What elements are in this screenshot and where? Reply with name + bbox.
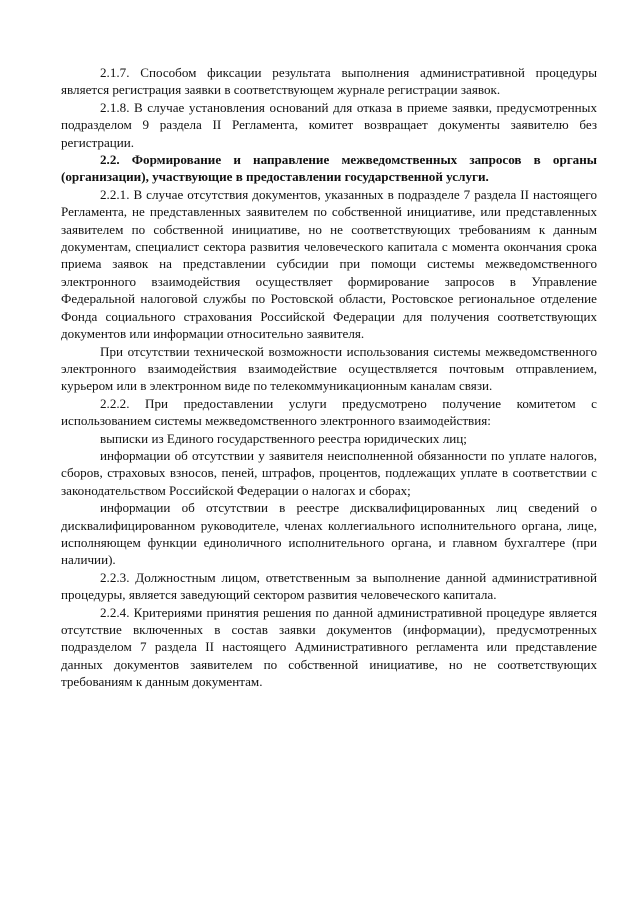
paragraph-2-2-2: 2.2.2. При предоставлении услуги предусмотрено получение комитетом с использованием системы межведомственного электронного взаимодействия: xyxy=(61,395,597,429)
paragraph-2-2-1: 2.2.1. В случае отсутствия документов, указанных в подразделе 7 раздела II настоящего Регламента, не представленных заявителем по собственной инициативе, или представленных заявителем по собственной инициативе, но не соответствующих требованиям к данным документам, специалист сектора развития человеческого капитала с момента окончания срока приема заявок на представлении субсидии при помощи системы межведомственного электронного взаимодействия осуществляет формирование запросов в Управление Федеральной налоговой службы по Ростовской области, Ростовское региональное отделение Фонда социального страхования Российской Федерации для получения соответствующих документов или информации относительно заявителя. xyxy=(61,186,597,342)
paragraph-2-1-8: 2.1.8. В случае установления оснований для отказа в приеме заявки, предусмотренных подразделом 9 раздела II Регламента, комитет возвращает документы заявителю без регистрации. xyxy=(61,99,597,150)
paragraph-2-2-4: 2.2.4. Критериями принятия решения по данной административной процедуре является отсутствие включенных в состав заявки документов (информации), предусмотренных подразделом 7 раздела II настоящего Административного регламента или представление данных документов заявителем по собственной инициативе, но не соответствующих требованиям к данным документам. xyxy=(61,604,597,690)
list-item-registry-extract: выписки из Единого государственного реестра юридических лиц; xyxy=(100,430,467,446)
document-page xyxy=(61,64,597,691)
paragraph-no-technical-possibility: При отсутствии технической возможности использования системы межведомственного электронного взаимодействия взаимодействие осуществляется почтовым отправлением, курьером или в электронном виде по телекоммуникационным каналам связи. xyxy=(61,343,597,394)
paragraph-2-1-7: 2.1.7. Способом фиксации результата выполнения административной процедуры является регистрация заявки в соответствующем журнале регистрации заявок. xyxy=(61,65,597,98)
paragraph-2-2-3: 2.2.3. Должностным лицом, ответственным за выполнение данной административной процедуры, является заведующий сектором развития человеческого капитала. xyxy=(61,569,597,603)
list-item-disqualified-register-info: информации об отсутствии в реестре дисквалифицированных лиц сведений о дисквалифицированном руководителе, членах коллегиального исполнительного органа, лице, исполняющем функции единоличного исполнительного органа, и главном бухгалтере (при наличии). xyxy=(61,500,597,568)
list-item-tax-obligation-info: информации об отсутствии у заявителя неисполненной обязанности по уплате налогов, сборов, страховых взносов, пеней, штрафов, процентов, подлежащих уплате в соответствии с законодательством Российской Федерации о налогах и сборах; xyxy=(61,447,597,498)
section-heading-2-2: 2.2. Формирование и направление межведомственных запросов в органы (организации), участвующие в предоставлении государственной услуги. xyxy=(61,152,597,185)
